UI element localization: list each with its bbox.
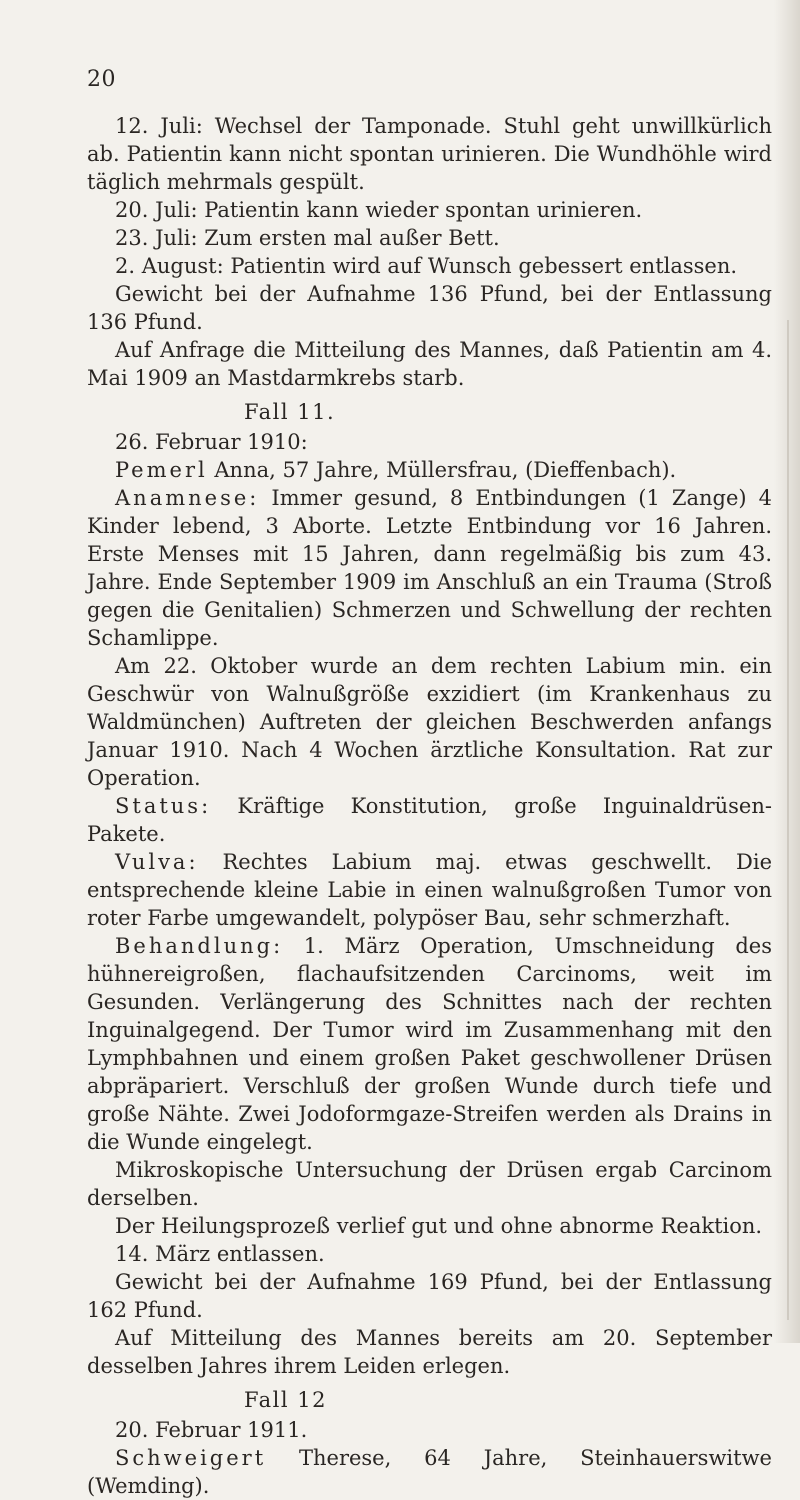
patient-name: Pemerl	[115, 458, 208, 482]
case-11-treatment	[87, 932, 772, 1156]
case-11-patient	[87, 456, 772, 484]
case-11-weight: Gewicht bei der Aufnahme 169 Pfund, bei der Entlassung 162 Pfund.	[87, 1270, 772, 1322]
case-11-date: 26. Februar 1910:	[115, 430, 308, 454]
case-11-discharge: 14. März entlassen.	[115, 1242, 325, 1266]
paragraph-weight-case10: Gewicht bei der Aufnahme 136 Pfund, bei der Entlassung 136 Pfund.	[87, 282, 772, 334]
case-12-patient	[87, 1444, 772, 1500]
paragraph-august-2: 2. August: Patientin wird auf Wunsch gebessert entlassen.	[115, 254, 738, 278]
case-11-status	[87, 792, 772, 848]
paragraph-july-20: 20. Juli: Patientin kann wieder spontan urinieren.	[115, 198, 643, 222]
case-11-anamnesis	[87, 484, 772, 652]
page-number: 20	[87, 67, 116, 92]
case-11-vulva	[87, 848, 772, 932]
case-11-outcome: Auf Mitteilung des Mannes bereits am 20. September desselben Jahres ihrem Leiden erlegen.	[87, 1326, 772, 1378]
case-12-date: 20. Februar 1911.	[115, 1418, 308, 1442]
status-label: Status:	[115, 794, 212, 818]
case-11-heading: Fall 11.	[244, 400, 336, 424]
status-text: Kräftige Konstitution, große Inguinaldrüsen-Pakete.	[87, 794, 772, 846]
anamnesis-text: Immer gesund, 8 Entbindungen (1 Zange) 4 Kinder lebend, 3 Aborte. Letzte Entbindung vor 16 Jahren. Erste Menses mit 15 Jahren, dann regelmäßig bis zum 43. Jahre. Ende September 1909 im Anschluß an ein Trauma (Stroß gegen die Genitalien) Schmerzen und Schwellung der rechten Schamlippe.	[87, 486, 772, 650]
patient-details: Anna, 57 Jahre, Müllersfrau, (Dieffenbach).	[207, 458, 677, 482]
treatment-text: 1. März Operation, Umschneidung des hühnereigroßen, flachaufsitzenden Carcinoms, weit im Gesunden. Verlängerung des Schnittes nach der rechten Inguinalgegend. Der Tumor wird im Zusammenhang mit den Lymphbahnen und einem großen Paket geschwollener Drüsen abpräpariert. Verschluß der großen Wunde durch tiefe und große Nähte. Zwei Jodoformgaze-Streifen werden als Drains in die Wunde eingelegt.	[87, 934, 772, 1154]
paragraph-july-23: 23. Juli: Zum ersten mal außer Bett.	[115, 226, 500, 250]
page-edge-line	[787, 320, 789, 1320]
vulva-label: Vulva:	[115, 850, 199, 874]
anamnesis-label: Anamnese:	[115, 486, 260, 510]
paragraph-july-12: 12. Juli: Wechsel der Tamponade. Stuhl geht unwillkürlich ab. Patientin kann nicht spontan urinieren. Die Wundhöhle wird täglich mehrmals gespült.	[87, 114, 772, 194]
case-11-microscopy: Mikroskopische Untersuchung der Drüsen ergab Carcinom derselben.	[87, 1158, 772, 1210]
paragraph-followup-case10: Auf Anfrage die Mitteilung des Mannes, daß Patientin am 4. Mai 1909 an Mastdarmkrebs starb.	[87, 338, 772, 390]
case-11-healing: Der Heilungsprozeß verlief gut und ohne abnorme Reaktion.	[115, 1214, 763, 1238]
page-body	[87, 112, 772, 1500]
patient-details: Therese, 64 Jahre, Steinhauerswitwe (Wemding).	[87, 1446, 772, 1498]
patient-name: Schweigert	[115, 1446, 267, 1470]
case-12-heading: Fall 12	[244, 1388, 327, 1412]
treatment-label: Behandlung:	[115, 934, 284, 958]
vulva-text: Rechtes Labium maj. etwas geschwellt. Die entsprechende kleine Labie in einen walnußgroßen Tumor von roter Farbe umgewandelt, polypöser Bau, sehr schmerzhaft.	[87, 850, 772, 930]
case-11-history: Am 22. Oktober wurde an dem rechten Labium min. ein Geschwür von Walnußgröße exzidiert (im Krankenhaus zu Waldmünchen) Auftreten der gleichen Beschwerden anfangs Januar 1910. Nach 4 Wochen ärztliche Konsultation. Rat zur Operation.	[87, 654, 772, 790]
